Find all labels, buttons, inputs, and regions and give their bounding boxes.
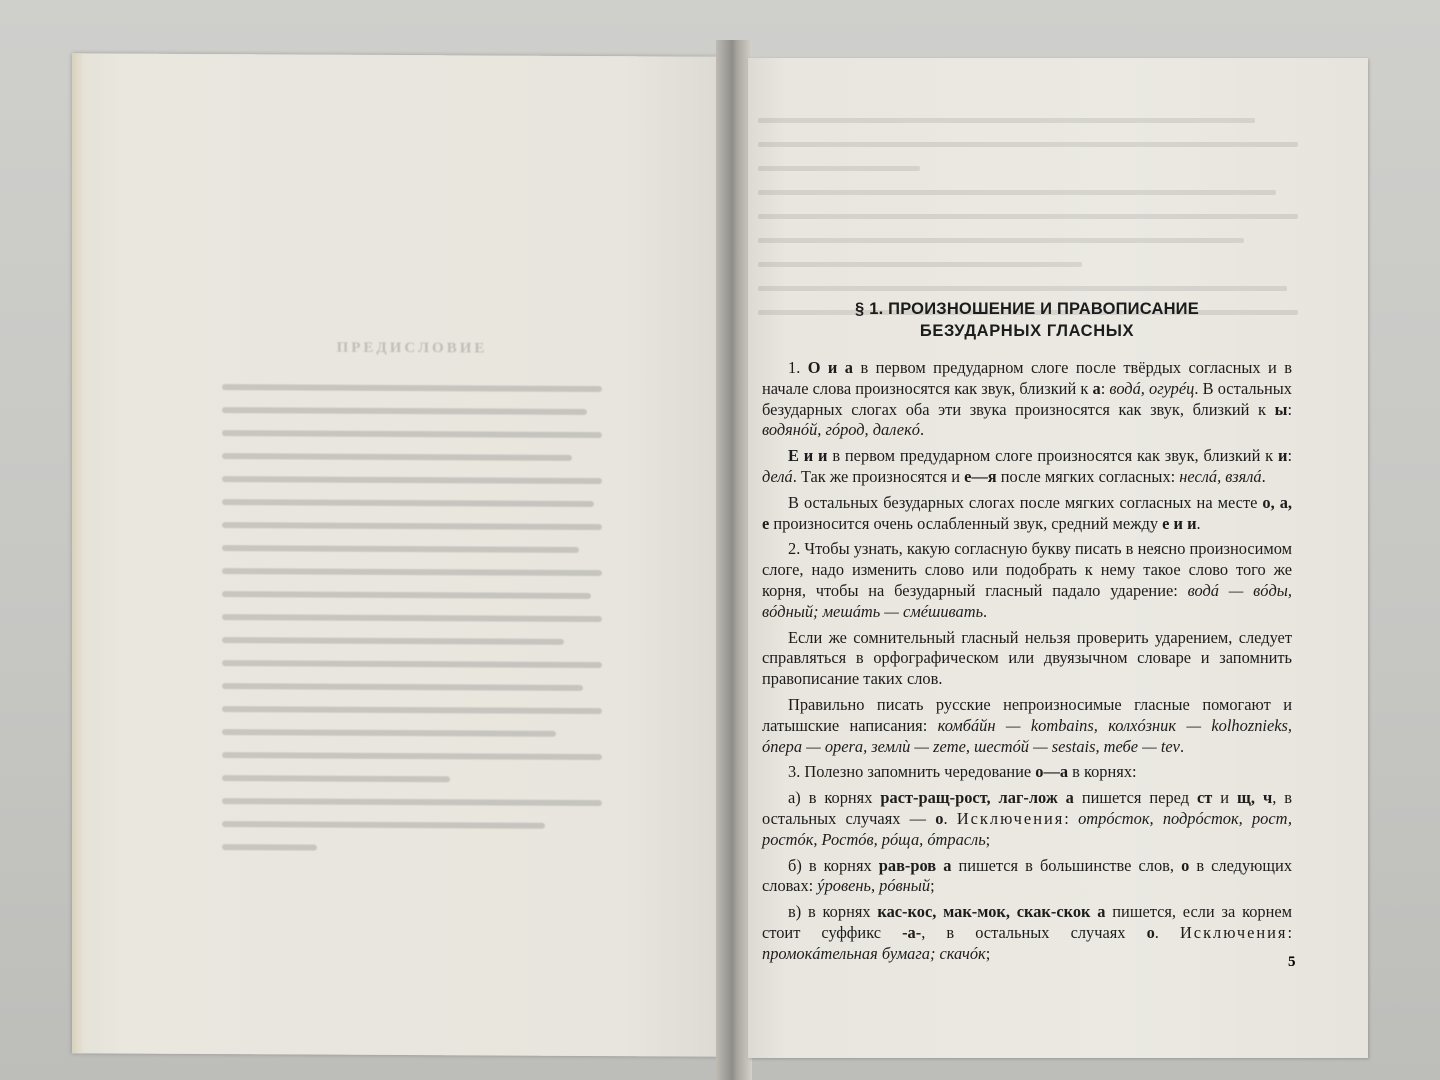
left-page-edge xyxy=(72,53,84,1053)
heading-line-1: § 1. ПРОИЗНОШЕНИЕ И ПРАВОПИСАНИЕ xyxy=(855,300,1199,318)
ghost-title: ПРЕДИСЛОВИЕ xyxy=(336,339,488,357)
paragraph-1: 1. О и а в первом предударном слоге после твёрдых согласных и в начале слова произносятся как звук, близкий к а: водá, огурéц. В остальных безударных слогах оба эти звука произносятся как звук, близкий к ы: водянóй, гóрод, далекó. xyxy=(762,358,1292,440)
paragraph-8: а) в корнях раст-ращ-рост, лаг-лож а пишется перед ст и щ, ч, в остальных случаях — о. Исключения: отрóсток, подрóсток, рост, ростóк, Ростóв, рóща, óтрасль; xyxy=(762,788,1292,849)
page-number: 5 xyxy=(1288,954,1296,970)
paragraph-2: Е и и в первом предударном слоге произносятся как звук, близкий к и: делá. Так же произносятся и е—я после мягких согласных: неслá, взялá. xyxy=(762,446,1292,486)
section-heading xyxy=(762,298,1292,342)
paragraph-9: б) в корнях рав-ров а пишется в большинстве слов, о в следующих словах: ýровень, рóвный; xyxy=(762,855,1293,896)
heading-line-2: БЕЗУДАРНЫХ ГЛАСНЫХ xyxy=(919,322,1135,340)
paragraph-10: в) в корнях кас-кос, мак-мок, скак-скок а пишется, если за корнем стоит суффикс -а-, в остальных случаях о. Исключения: промокáтельная бумага; скачóк; xyxy=(762,902,1293,963)
book-gutter xyxy=(716,40,752,1080)
page-text xyxy=(762,298,1292,970)
show-through-text xyxy=(222,339,602,869)
left-page xyxy=(72,53,722,1056)
paragraph-5: Если же сомнительный гласный нельзя проверить ударением, следует справляться в орфографическом или двуязычном словаре и запомнить правописание таких слов. xyxy=(762,627,1292,689)
paragraph-7: 3. Полезно запомнить чередование о—а в корнях: xyxy=(788,762,1137,782)
paragraph-3: В остальных безударных слогах после мягких согласных на месте о, а, е произносится очень ослабленный звук, средний между е и и. xyxy=(762,492,1293,533)
paragraph-4: 2. Чтобы узнать, какую согласную букву писать в неясно произносимом слоге, надо изменить слово или подобрать к нему такое слово того же корня, чтобы на безударный гласный падало ударение: водá — вóды, вóдный; мешáть — смéшивать. xyxy=(762,539,1292,621)
right-page xyxy=(748,58,1368,1058)
paragraph-6: Правильно писать русские непроизносимые гласные помогают и латышские написания: комбáйн — kombains, колхóзник — kolhoznieks, óпера — opera, землѝ — zeme, шестóй — sestais, тебе — tev. xyxy=(762,694,1292,756)
